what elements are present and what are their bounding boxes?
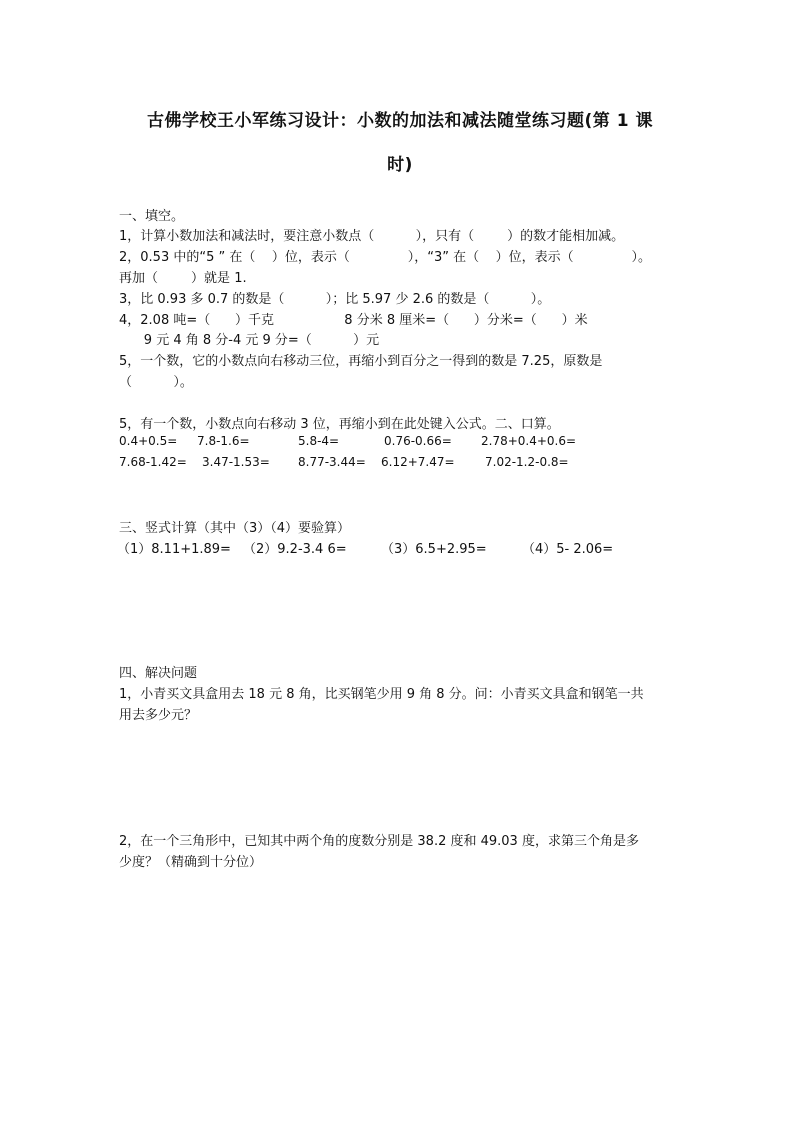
oral-item: 7.68-1.42= [119,455,187,469]
problem1-line2: 用去多少元？ [119,708,198,723]
oral-item: 3.47-1.53= [202,455,270,469]
page-title-line-2: 时) [387,155,413,175]
fill-blank-q1: 1，计算小数加法和减法时，要注意小数点（ ），只有（ ）的数才能相加减。 [119,229,625,244]
vertical-calc-item: （2）9.2-3.4 6= [243,542,347,557]
vertical-calc-item: （3）6.5+2.95= [381,542,487,557]
oral-item: 8.77-3.44= [298,455,366,469]
fill-blank-q2-cont: 再加（ ）就是 1. [119,271,247,286]
fill-blank-q5: 5，一个数，它的小数点向右移动三位，再缩小到百分之一得到的数是 7.25，原数是 [119,354,603,369]
fill-blank-q5b: 5，有一个数，小数点向右移动 3 位，再缩小到在此处键入公式。二、口算。 [119,417,560,432]
oral-item: 7.02-1.2-0.8= [485,455,569,469]
fill-blank-q2: 2，0.53 中的“5 ” 在（ ）位，表示（ ），“3” 在（ ）位，表示（ ）。 [119,250,651,265]
oral-item: 2.78+0.4+0.6= [481,434,577,448]
fill-blank-q4: 4，2.08 吨=（ ）千克 8 分米 8 厘米=（ ）分米=（ ）米 [119,313,588,328]
problem2-line2: 少度？（精确到十分位） [119,855,263,870]
problem1-line1: 1，小青买文具盒用去 18 元 8 角，比买钢笔少用 9 角 8 分。问：小青买文具盒和钢笔一共 [119,687,644,702]
section4-heading: 四、解决问题 [119,666,198,681]
fill-blank-q4-cont: 9 元 4 角 8 分-4 元 9 分=（ ）元 [119,333,380,348]
oral-item: 0.4+0.5= [119,434,178,448]
fill-blank-q3: 3，比 0.93 多 0.7 的数是（ ）；比 5.97 少 2.6 的数是（ ）。 [119,292,551,307]
section1-heading: 一、填空。 [119,209,185,224]
section3-heading: 三、竖式计算（其中（3）（4）要验算） [119,521,351,536]
oral-item: 0.76-0.66= [384,434,452,448]
page-title-line-1: 古佛学校王小军练习设计：小数的加法和减法随堂练习题(第 1 课 [147,111,653,131]
fill-blank-q5-cont: （ ）。 [119,375,193,390]
vertical-calc-item: （1）8.11+1.89= [117,542,231,557]
vertical-calc-item: （4）5- 2.06= [522,542,614,557]
problem2-line1: 2，在一个三角形中，已知其中两个角的度数分别是 38.2 度和 49.03 度，求第三个角是多 [119,834,639,849]
oral-item: 6.12+7.47= [381,455,455,469]
oral-item: 7.8-1.6= [197,434,250,448]
oral-item: 5.8-4= [298,434,340,448]
